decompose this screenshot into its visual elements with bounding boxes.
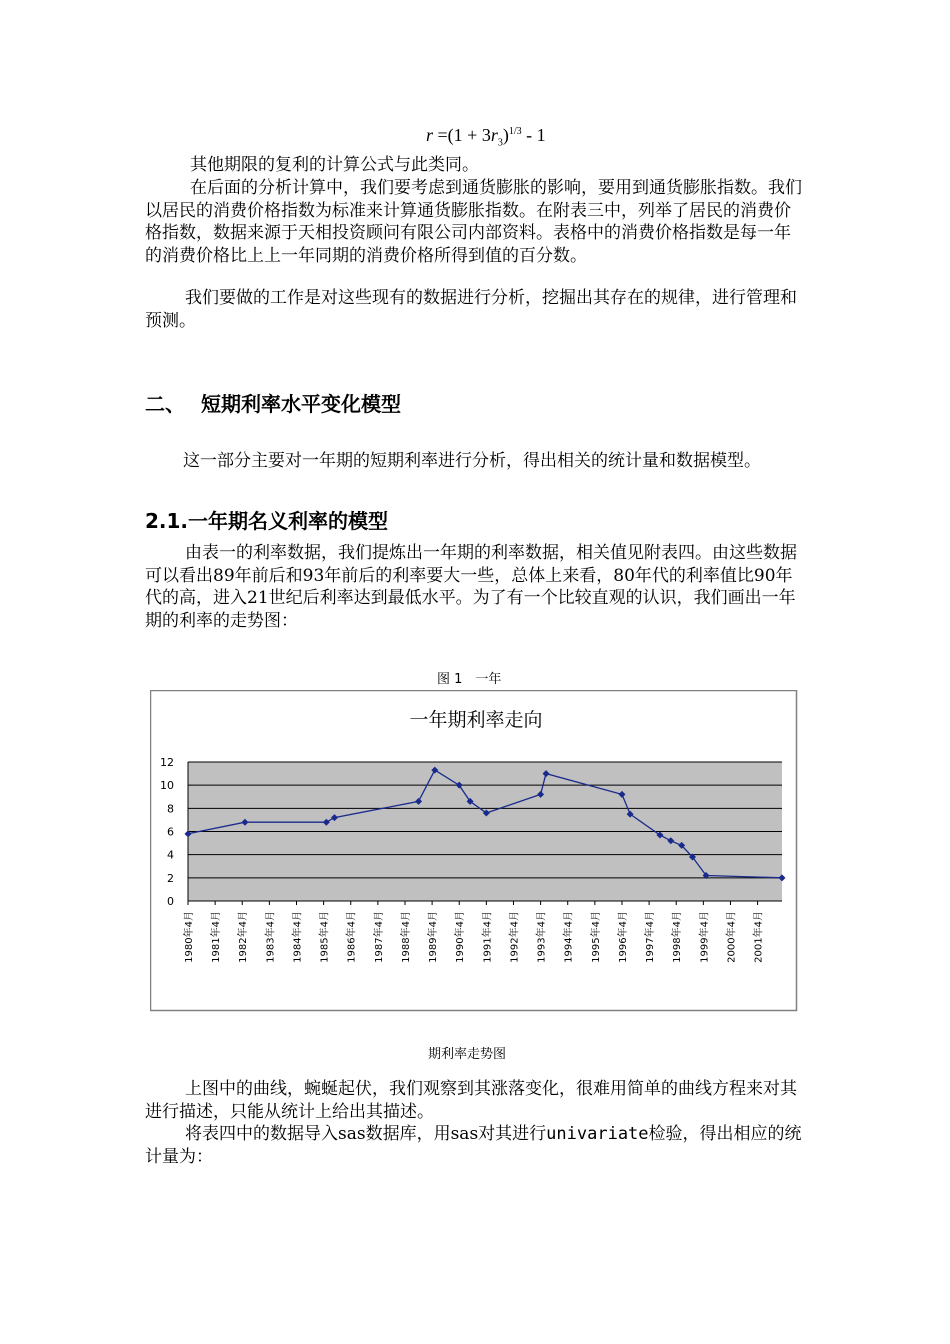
paragraph-inflation: 在后面的分析计算中，我们要考虑到通货膨胀的影响，要用到通货膨胀指数。我们以居民的消费价格指数为标准来计算通货膨胀指数。在附表三中，列举了居民的消费价格指数，数据来源于天相投资顾问有限公司内部资料。表格中的消费价格指数是每一年的消费价格比上上一年同期的消费价格所得到值的百分数。	[145, 178, 802, 266]
figure-caption-bottom: 期利率走势图	[428, 1047, 507, 1062]
x-tick-label: 1990年4月	[455, 911, 467, 963]
x-tick-label: 1992年4月	[509, 911, 521, 963]
paragraph-task: 我们要做的工作是对这些现有的数据进行分析，挖掘出其存在的规律，进行管理和预测。	[145, 288, 797, 331]
x-tick-label: 1980年4月	[184, 911, 195, 963]
paragraph-sas: 将表四中的数据导入sas数据库，用sas对其进行univariate检验，得出相应的统计量为：	[145, 1124, 802, 1167]
y-tick-label: 10	[160, 779, 174, 793]
x-tick-label: 1997年4月	[645, 911, 657, 963]
x-tick-label: 1993年4月	[536, 911, 548, 963]
section-heading: 二、 短期利率水平变化模型	[145, 392, 401, 416]
y-tick-label: 8	[167, 802, 174, 816]
subsection-heading: 2.1.一年期名义利率的模型	[145, 509, 389, 533]
x-tick-label: 1981年4月	[211, 911, 223, 963]
y-tick-label: 6	[167, 825, 174, 839]
x-tick-label: 1995年4月	[590, 911, 602, 963]
chart-title: 一年期利率走向	[409, 709, 543, 731]
x-tick-label: 1991年4月	[482, 911, 494, 963]
x-tick-label: 1982年4月	[238, 911, 250, 963]
x-tick-label: 1983年4月	[265, 911, 277, 963]
x-tick-label: 1987年4月	[373, 911, 385, 963]
y-tick-label: 2	[167, 871, 174, 885]
paragraph-data-desc: 由表一的利率数据，我们提炼出一年期的利率数据，相关值见附表四。由这些数据可以看出89年前后和93年前后的利率要大一些，总体上来看，80年代的利率值比90年代的高，进入21世纪后利率达到最低水平。为了有一个比较直观的认识，我们画出一年期的利率的走势图：	[145, 543, 797, 631]
x-tick-label: 1994年4月	[563, 911, 575, 963]
paragraph-compound: 其他期限的复利的计算公式与此类同。	[190, 155, 479, 175]
y-tick-label: 0	[167, 895, 174, 908]
formula-r: $r =(1 + 3r_3)^{1/3} - 1$	[426, 125, 546, 149]
y-tick-label: 4	[167, 848, 174, 862]
x-tick-label: 1986年4月	[346, 911, 358, 963]
interest-rate-chart	[150, 690, 798, 1012]
x-tick-label: 2001年4月	[753, 911, 765, 963]
paragraph-section-intro: 这一部分主要对一年期的短期利率进行分析，得出相关的统计量和数据模型。	[183, 451, 761, 471]
y-tick-label: 12	[160, 756, 174, 769]
x-tick-label: 2000年4月	[726, 911, 738, 963]
paragraph-curve-desc: 上图中的曲线，蜿蜒起伏，我们观察到其涨落变化，很难用简单的曲线方程来对其进行描述，只能从统计上给出其描述。	[145, 1079, 797, 1122]
x-tick-label: 1999年4月	[699, 911, 711, 963]
x-tick-label: 1984年4月	[292, 911, 304, 963]
x-tick-label: 1985年4月	[319, 911, 331, 963]
x-tick-label: 1989年4月	[428, 911, 440, 963]
figure-caption-top: 图 1 一年	[437, 672, 502, 687]
x-tick-label: 1988年4月	[400, 911, 412, 963]
x-tick-label: 1998年4月	[672, 911, 684, 963]
x-tick-label: 1996年4月	[617, 911, 629, 963]
